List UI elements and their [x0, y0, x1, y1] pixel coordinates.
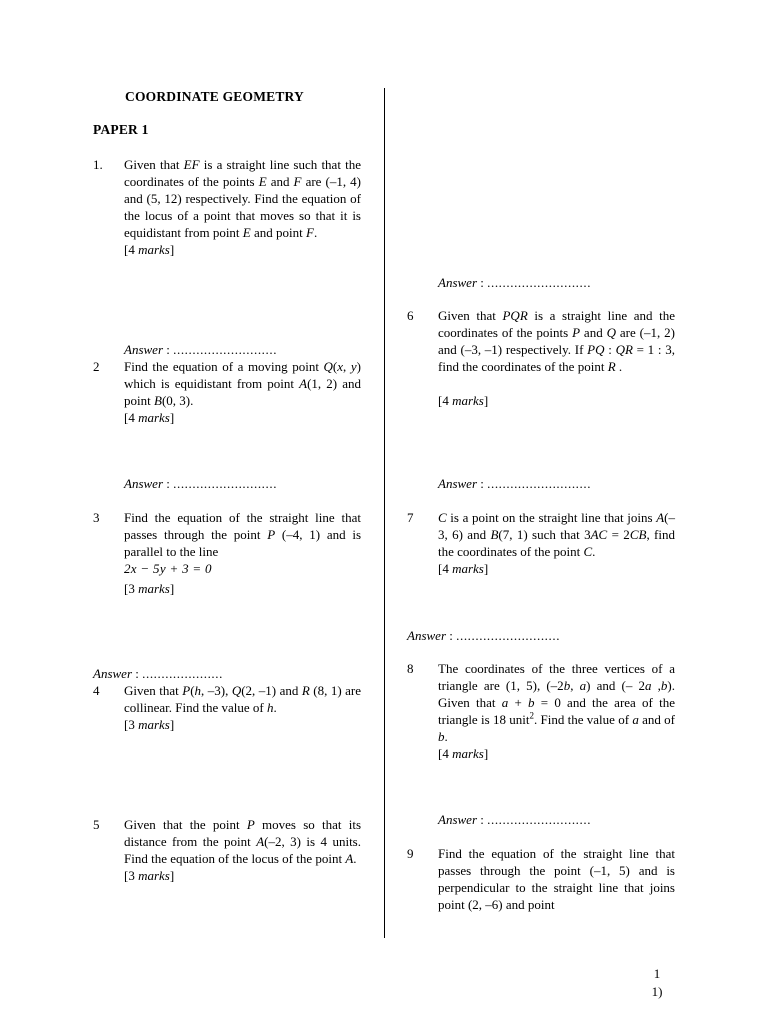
marks-label: [4 marks] — [124, 410, 175, 425]
marks-label: [4 marks] — [438, 746, 489, 761]
question-number: 2 — [93, 359, 100, 374]
question-number: 5 — [93, 817, 100, 832]
question-number: 1. — [93, 157, 103, 172]
answer-line-5[interactable]: Answer : ........................... — [438, 275, 592, 290]
page-number: 1 — [653, 966, 661, 981]
answer-line-6[interactable]: Answer : ........................... — [438, 476, 592, 491]
question-8: The coordinates of the three vertices of a triangle are (1, 5), (–2b, a) and (– 2a ,b). Given that a + b = 0 and the area of the triangle is 18 unit$^2$. Find the value of a and of b. [4 marks] — [438, 661, 675, 761]
column-divider — [384, 88, 385, 938]
question-number: 9 — [407, 846, 414, 861]
question-number: 7 — [407, 510, 414, 525]
marks-label: [3 marks] — [124, 868, 175, 883]
question-6: Given that PQR is a straight line and the coordinates of the points P and Q are (–1, 2) and (–3, –1) respectively. If PQ : QR = 1 : 3, find the coordinates of the point R . [4 marks] — [438, 308, 676, 408]
question-5: Given that the point P moves so that its distance from the point A(–2, 3) is 4 units. Find the equation of the locus of the point A. [3 marks] — [124, 817, 362, 883]
question-4: Given that P(h, –3), Q(2, –1) and R (8, 1) are collinear. Find the value of h. [3 marks] — [124, 683, 362, 732]
answer-line-8[interactable]: Answer : ........................... — [438, 812, 592, 827]
answer-line-7[interactable]: Answer : ........................... — [407, 628, 561, 643]
marks-label: [3 marks] — [124, 581, 175, 596]
question-number: 4 — [93, 683, 100, 698]
page-title: COORDINATE GEOMETRY — [125, 89, 304, 104]
question-number: 6 — [407, 308, 414, 323]
answer-line-1[interactable]: Answer : ........................... — [124, 342, 278, 357]
question-9: Find the equation of the straight line that passes through the point (–1, 5) and is perpendicular to the straight line that joins point (2, –6) and point — [438, 846, 675, 912]
question-number: 3 — [93, 510, 100, 525]
page-number-sub: 1) — [651, 984, 663, 999]
paper-heading: PAPER 1 — [93, 122, 149, 137]
question-1: Given that EF is a straight line such that the coordinates of the points E and F are (–1, 4) and (5, 12) respectively. Find the equation of the locus of a point that moves so that it is equidistant from point E and point F. [4 marks] — [124, 157, 362, 257]
marks-label: [4 marks] — [438, 393, 489, 408]
answer-line-3[interactable]: Answer : ..................... — [93, 666, 223, 681]
question-number: 8 — [407, 661, 414, 676]
equation: 2x − 5y + 3 = 0 — [124, 561, 212, 576]
question-3: Find the equation of the straight line that passes through the point P (–4, 1) and is parallel to the line 2x − 5y + 3 = 0 [3 marks] — [124, 510, 361, 596]
marks-label: [4 marks] — [438, 561, 489, 576]
answer-line-2[interactable]: Answer : ........................... — [124, 476, 278, 491]
question-7: C is a point on the straight line that joins A(–3, 6) and B(7, 1) such that 3AC = 2CB, find the coordinates of the point C. [4 marks] — [438, 510, 675, 576]
marks-label: [4 marks] — [124, 242, 175, 257]
question-2: Find the equation of a moving point Q(x, y) which is equidistant from point A(1, 2) and point B(0, 3). [4 marks] — [124, 359, 361, 425]
marks-label: [3 marks] — [124, 717, 175, 732]
